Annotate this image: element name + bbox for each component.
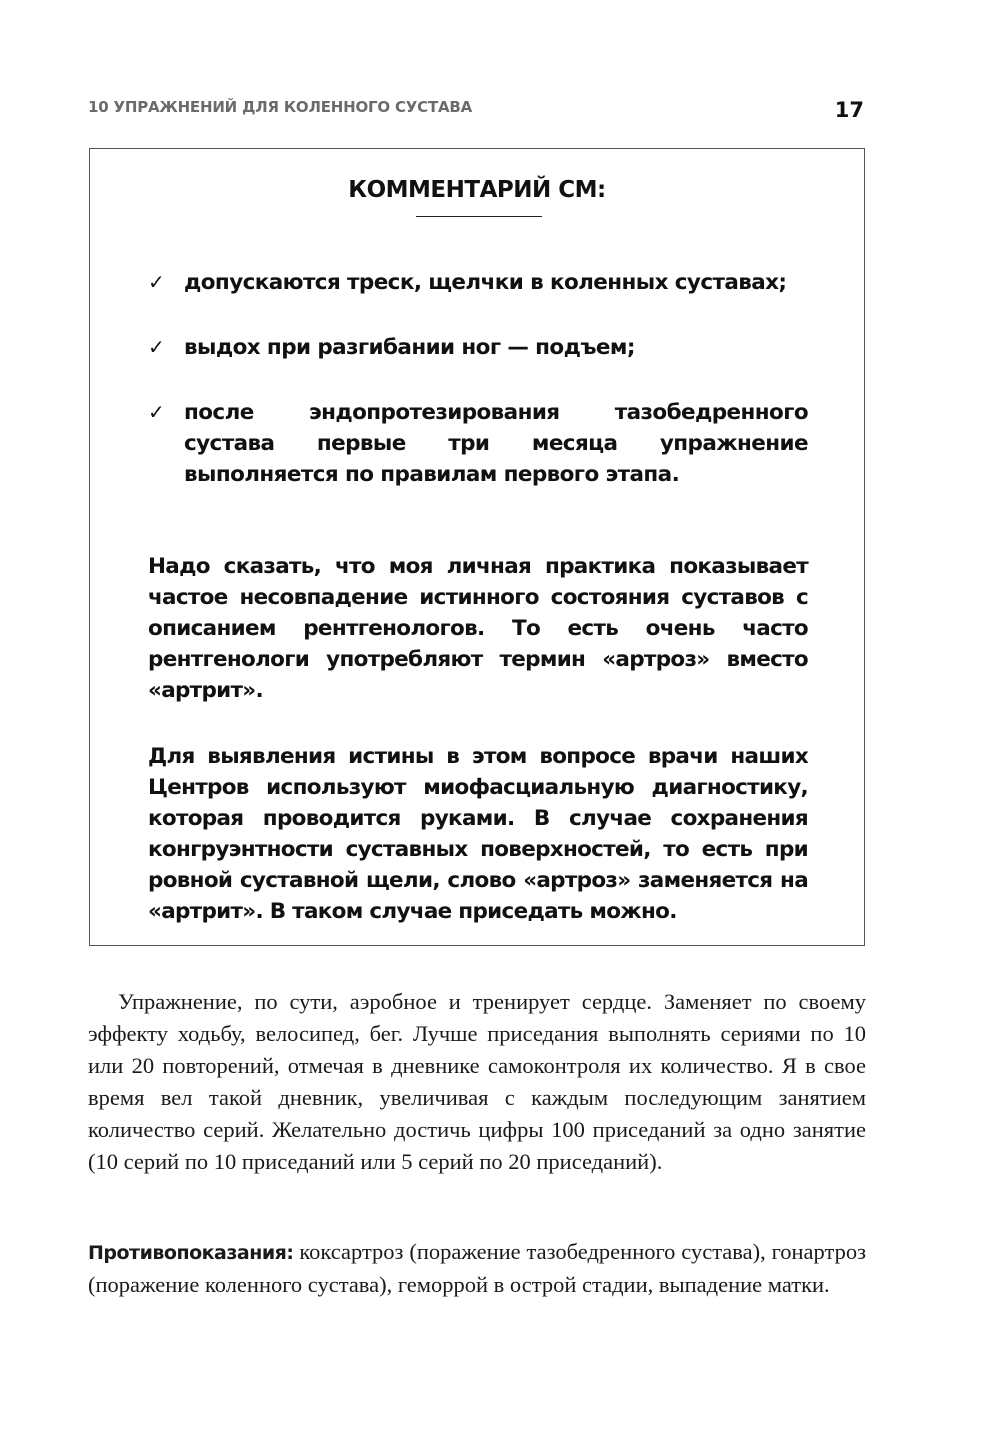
- contraindications-paragraph: [88, 1236, 866, 1301]
- bullet-text: выдох при разгибании ног — подъем;: [184, 335, 635, 360]
- comment-paragraph: Для выявления истины в этом вопросе врачи наших Центров используют миофасциальную диагностику, которая проводится руками. В случае сохранения конгруэнтности суставных поверхностей, то есть при ровной суставной щели, слово «артроз» заменяется на «артрит». В таком случае приседать можно.: [148, 744, 808, 924]
- checkmark-icon: ✓: [148, 400, 165, 424]
- contraindications-text: коксартроз (поражение тазобедренного сустава), гонартроз (поражение коленного сустава), геморрой в острой стадии, выпадение матки.: [88, 1239, 866, 1297]
- checkmark-icon: ✓: [148, 270, 165, 294]
- comment-box-title: КОММЕНТАРИЙ СМ:: [348, 177, 606, 203]
- bullet-item: [148, 397, 808, 490]
- contraindications-label: Противопоказания:: [88, 1242, 294, 1264]
- title-divider: [416, 216, 542, 217]
- comment-box: [89, 148, 865, 946]
- checkmark-icon: ✓: [148, 335, 165, 359]
- bullet-item: [148, 332, 808, 363]
- comment-bullet-list: [148, 267, 808, 524]
- bullet-item: [148, 267, 808, 298]
- bullet-text: после эндопротезирования тазобедренного сустава первые три месяца упражнение выполняется по правилам первого этапа.: [184, 400, 808, 487]
- bullet-text: допускаются треск, щелчки в коленных суставах;: [184, 270, 787, 295]
- body-paragraph: Упражнение, по сути, аэробное и тренирует сердце. Заменяет по своему эффекту ходьбу, велосипед, бег. Лучше приседания выполнять сериями по 10 или 20 повторений, отмечая в дневнике самоконтроля их количество. Я в свое время вел такой дневник, увеличивая с каждым последующим занятием количество серий. Желательно достичь цифры 100 приседаний за одно занятие (10 серий по 10 приседаний или 5 серий по 20 приседаний).: [88, 989, 866, 1174]
- page-number: 17: [834, 98, 864, 122]
- running-title: 10 УПРАЖНЕНИЙ ДЛЯ КОЛЕННОГО СУСТАВА: [88, 98, 473, 116]
- comment-paragraph: Надо сказать, что моя личная практика показывает частое несовпадение истинного состояния суставов с описанием рентгенологов. То есть очень часто рентгенологи употребляют термин «артроз» вместо «артрит».: [148, 554, 808, 703]
